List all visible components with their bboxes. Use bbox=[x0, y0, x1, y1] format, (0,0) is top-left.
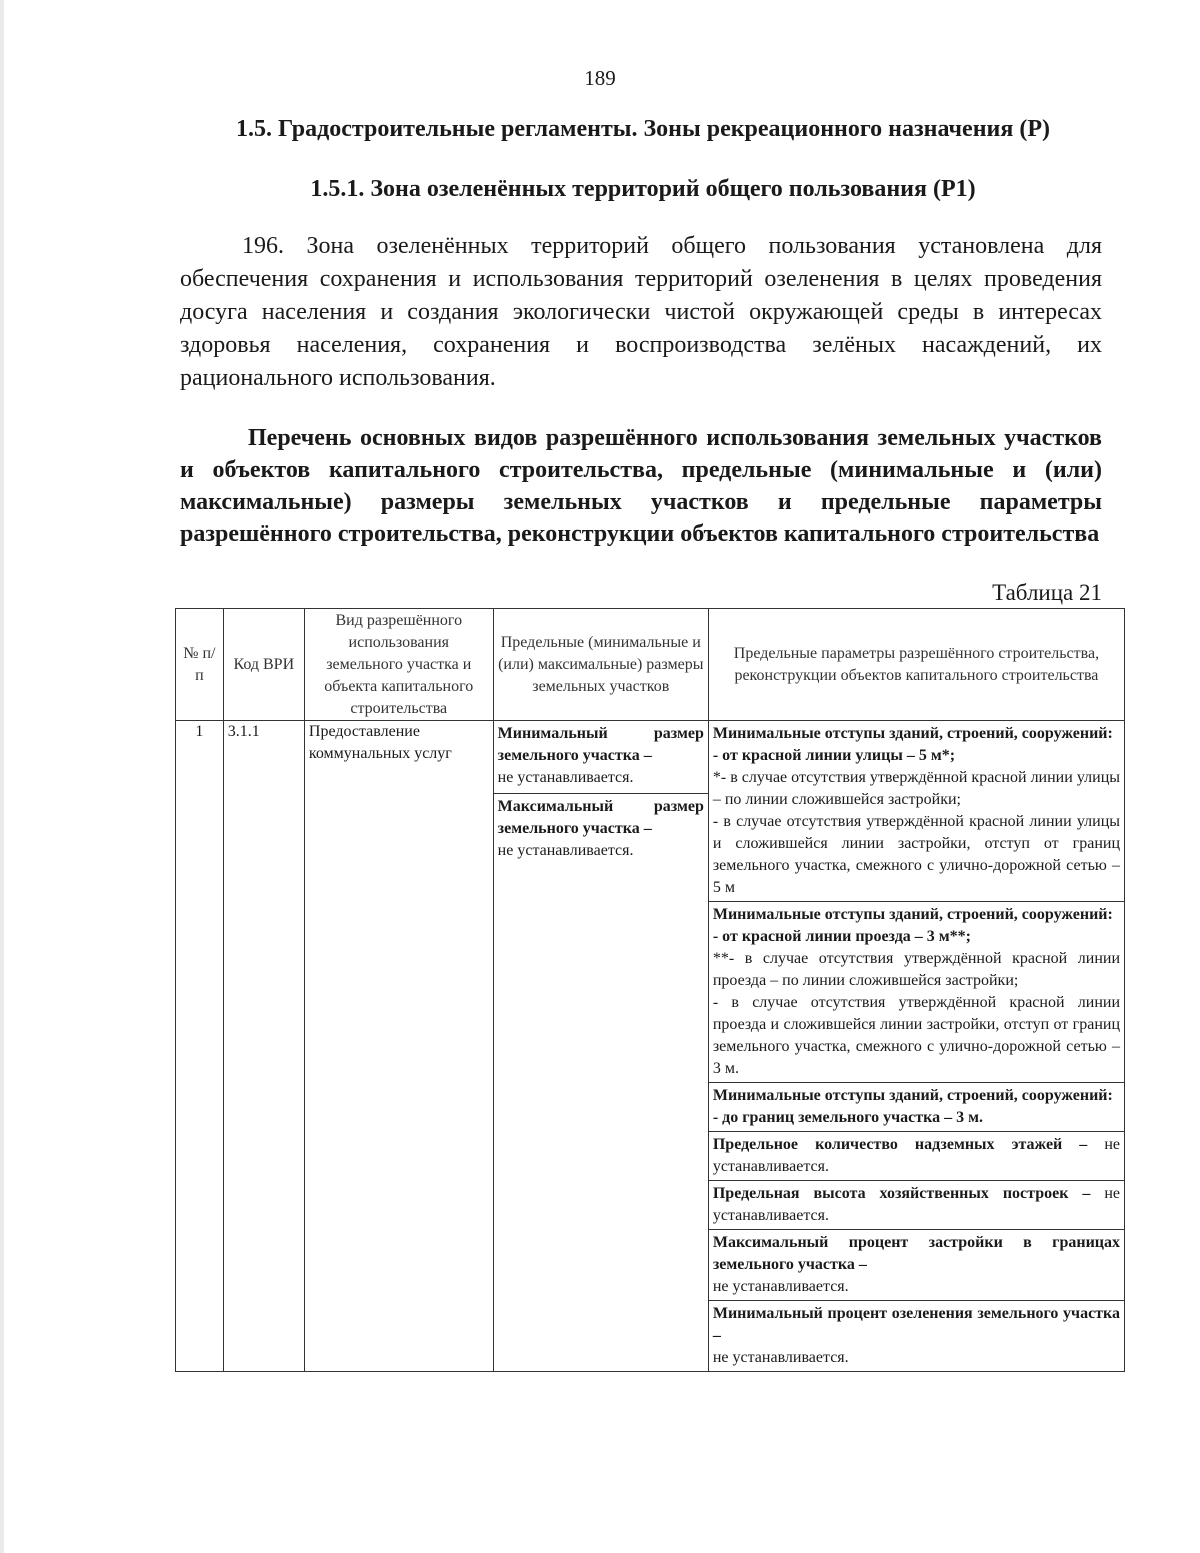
param-value: не устанавливается. bbox=[712, 1349, 849, 1366]
param-label: Минимальные отступы зданий, строений, сооружений: bbox=[712, 906, 1113, 923]
cell-sizes bbox=[493, 721, 708, 1372]
page-number: 189 bbox=[584, 66, 616, 90]
table-caption: Таблица 21 bbox=[992, 580, 1102, 605]
param-floors bbox=[709, 1131, 1124, 1180]
section-heading: 1.5. Градостроительные регламенты. Зоны рекреационного назначения (Р) bbox=[236, 116, 1050, 142]
param-greening bbox=[709, 1300, 1124, 1371]
size-min-label: Минимальный размер земельного участка – bbox=[497, 725, 704, 764]
param-note: - в случае отсутствия утверждённой красной линии проезда и сложившейся линии застройки, отступ от границ земельного участка, смежного с улично-дорожной сетью – 3 м. bbox=[712, 994, 1120, 1077]
param-note: *- в случае отсутствия утверждённой красной линии улицы – по линии сложившейся застройки; bbox=[712, 769, 1120, 808]
list-title: Перечень основных видов разрешённого использования земельных участков и объектов капитального строительства, предельные (минимальные и (или) максимальные) размеры земельных участков и предельные параметры разрешённого строительства, реконструкции объектов капитального строительства bbox=[180, 425, 1102, 547]
size-min bbox=[494, 721, 708, 793]
param-label: Минимальные отступы зданий, строений, сооружений: bbox=[712, 1087, 1113, 1104]
header-vri: Вид разрешённого использования земельного участка и объекта капитального строительства bbox=[304, 609, 493, 721]
param-label: Предельная высота хозяйственных построек – bbox=[712, 1185, 1091, 1202]
paragraph-196: 196. Зона озеленённых территорий общего пользования установлена для обеспечения сохранения и использования территорий озеленения в целях проведения досуга населения и создания экологически чистой окружающей среды в интересах здоровья населения, сохранения и воспроизводства зелёных насаждений, их рационального использования. bbox=[180, 233, 1102, 391]
size-max-value: не устанавливается. bbox=[497, 842, 634, 859]
size-max bbox=[494, 793, 708, 864]
cell-code: 3.1.1 bbox=[223, 721, 304, 1372]
param-setback-boundary bbox=[709, 1082, 1124, 1131]
cell-num: 1 bbox=[176, 721, 224, 1372]
header-num: № п/п bbox=[176, 609, 224, 721]
param-height bbox=[709, 1180, 1124, 1229]
cell-vri: Предоставление коммунальных услуг bbox=[304, 721, 493, 1372]
param-label: Максимальный процент застройки в границах земельного участка – bbox=[712, 1234, 1120, 1273]
param-note: - в случае отсутствия утверждённой красной линии улицы и сложившейся линии застройки, отступ от границ земельного участка, смежного с улично-дорожной сетью – 5 м bbox=[712, 813, 1120, 896]
param-value: - до границ земельного участка – 3 м. bbox=[712, 1109, 983, 1126]
param-value: - от красной линии проезда – 3 м**; bbox=[712, 928, 972, 945]
cell-params bbox=[708, 721, 1124, 1372]
param-value: не устанавливается. bbox=[712, 1185, 1120, 1224]
header-sizes: Предельные (минимальные и (или) максимальные) размеры земельных участков bbox=[493, 609, 708, 721]
scan-edge bbox=[0, 0, 4, 1553]
param-setback-street bbox=[709, 721, 1124, 901]
param-label: Минимальные отступы зданий, строений, сооружений: bbox=[712, 725, 1113, 742]
size-max-label: Максимальный размер земельного участка – bbox=[497, 798, 704, 837]
param-setback-passage bbox=[709, 901, 1124, 1082]
table-row bbox=[176, 721, 1125, 1372]
param-label: Предельное количество надземных этажей – bbox=[712, 1136, 1088, 1153]
regulations-table bbox=[175, 608, 1125, 1372]
header-params: Предельные параметры разрешённого строительства, реконструкции объектов капитального строительства bbox=[708, 609, 1124, 721]
size-min-value: не устанавливается. bbox=[497, 769, 634, 786]
param-value: не устанавливается. bbox=[712, 1278, 849, 1295]
subsection-heading: 1.5.1. Зона озеленённых территорий общего пользования (Р1) bbox=[310, 176, 976, 202]
param-coverage bbox=[709, 1229, 1124, 1300]
table-header-row bbox=[176, 609, 1125, 721]
param-label: Минимальный процент озеленения земельного участка – bbox=[712, 1305, 1120, 1344]
param-value: - от красной линии улицы – 5 м*; bbox=[712, 747, 956, 764]
param-value: не устанавливается. bbox=[712, 1136, 1120, 1175]
param-note: **- в случае отсутствия утверждённой красной линии проезда – по линии сложившейся застройки; bbox=[712, 950, 1120, 989]
header-code: Код ВРИ bbox=[223, 609, 304, 721]
